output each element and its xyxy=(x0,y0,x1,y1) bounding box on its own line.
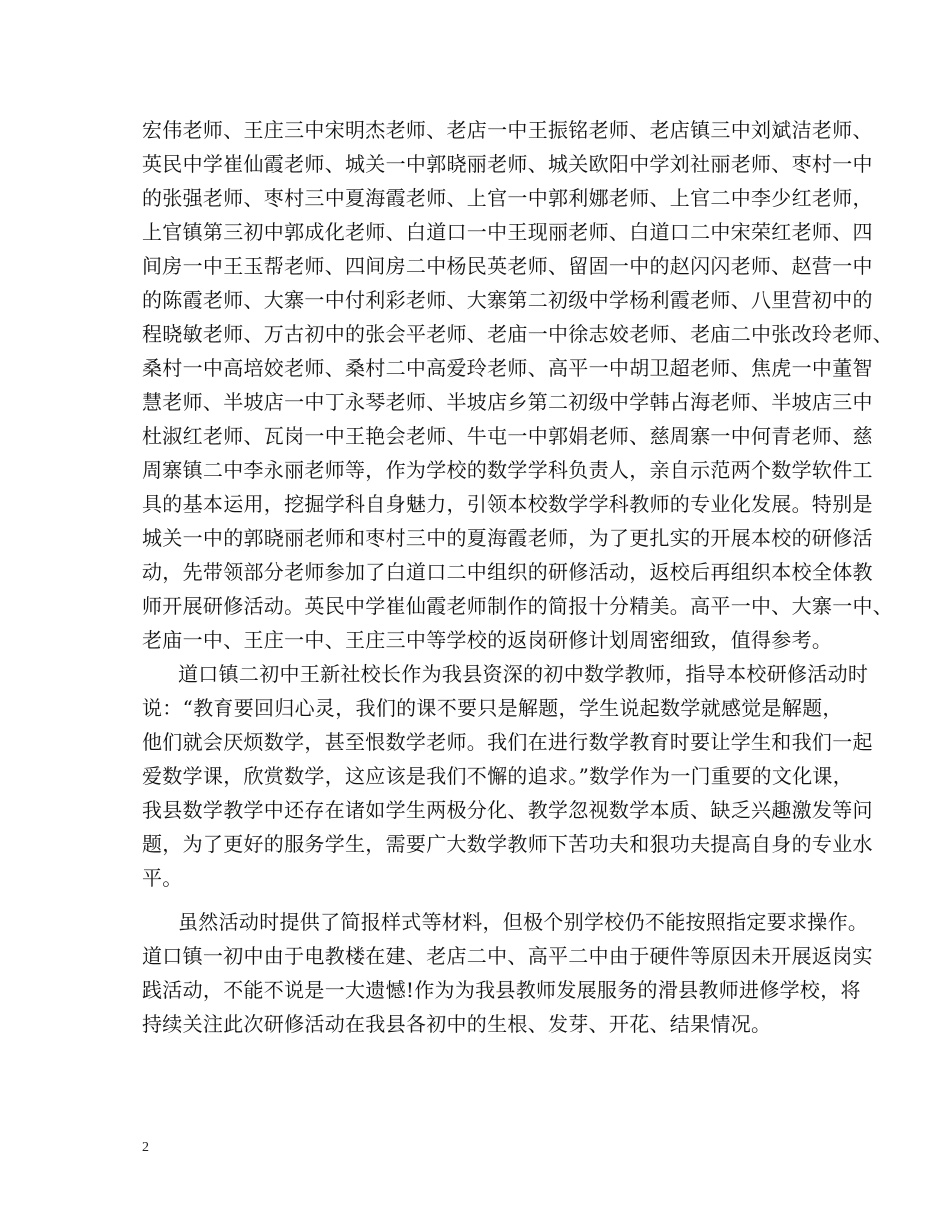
text-line: 践活动，不能不说是一大遗憾!作为为我县教师发展服务的滑县教师进修学校，将 xyxy=(142,978,861,1002)
text-line: 平。 xyxy=(142,866,183,890)
text-line: 慧老师、半坡店一中丁永琴老师、半坡店乡第二初级中学韩占海老师、半坡店三中 xyxy=(142,390,873,414)
text-line: 程晓敏老师、万古初中的张会平老师、老庙一中徐志姣老师、老庙二中张改玲老师、 xyxy=(142,322,894,346)
text-line: 爱数学课，欣赏数学，这应该是我们不懈的追求。”数学作为一门重要的文化课， xyxy=(142,764,854,788)
text-line: 题，为了更好的服务学生，需要广大数学教师下苦功夫和狠功夫提高自身的专业水 xyxy=(142,832,873,856)
page-number: 2 xyxy=(142,1140,149,1155)
text-line: 说：“教育要回归心灵，我们的课不要只是解题，学生说起数学就感觉是解题， xyxy=(142,696,843,720)
text-line: 动，先带领部分老师参加了白道口二中组织的研修活动，返校后再组织本校全体教 xyxy=(142,560,873,584)
text-line: 上官镇第三初中郭成化老师、白道口一中王现丽老师、白道口二中宋荣红老师、四 xyxy=(142,220,873,244)
text-line: 的陈霞老师、大寨一中付利彩老师、大寨第二初级中学杨利霞老师、八里营初中的 xyxy=(142,288,873,312)
text-line: 英民中学崔仙霞老师、城关一中郭晓丽老师、城关欧阳中学刘社丽老师、枣村一中 xyxy=(142,152,873,176)
text-line: 间房一中王玉帮老师、四间房二中杨民英老师、留固一中的赵闪闪老师、赵营一中 xyxy=(142,254,873,278)
text-line: 师开展研修活动。英民中学崔仙霞老师制作的简报十分精美。高平一中、大寨一中、 xyxy=(142,594,894,618)
text-line: 具的基本运用，挖掘学科自身魅力，引领本校数学学科教师的专业化发展。特别是 xyxy=(142,492,873,516)
text-line: 城关一中的郭晓丽老师和枣村三中的夏海霞老师，为了更扎实的开展本校的研修活 xyxy=(142,526,873,550)
text-line: 杜淑红老师、瓦岗一中王艳会老师、牛屯一中郭娟老师、慈周寨一中何青老师、慈 xyxy=(142,424,873,448)
text-line: 老庙一中、王庄一中、王庄三中等学校的返岗研修计划周密细致，值得参考。 xyxy=(142,628,833,652)
paragraph-start-line: 道口镇二初中王新社校长作为我县资深的初中数学教师，指导本校研修活动时 xyxy=(178,662,869,686)
text-line: 道口镇一初中由于电教楼在建、老店二中、高平二中由于硬件等原因未开展返岗实 xyxy=(142,944,873,968)
text-line: 的张强老师、枣村三中夏海霞老师、上官一中郭利娜老师、上官二中李少红老师， xyxy=(142,186,873,210)
paragraph-start-line: 虽然活动时提供了简报样式等材料，但极个别学校仍不能按照指定要求操作。 xyxy=(178,910,869,934)
text-line: 持续关注此次研修活动在我县各初中的生根、发芽、开花、结果情况。 xyxy=(142,1012,772,1036)
text-line: 我县数学教学中还存在诸如学生两极分化、教学忽视数学本质、缺乏兴趣激发等问 xyxy=(142,798,873,822)
text-line: 周寨镇二中李永丽老师等，作为学校的数学学科负责人，亲自示范两个数学软件工 xyxy=(142,458,873,482)
text-line: 他们就会厌烦数学，甚至恨数学老师。我们在进行数学教育时要让学生和我们一起 xyxy=(142,730,873,754)
text-line: 宏伟老师、王庄三中宋明杰老师、老店一中王振铭老师、老店镇三中刘斌洁老师、 xyxy=(142,118,873,142)
text-line: 桑村一中高培姣老师、桑村二中高爱玲老师、高平一中胡卫超老师、焦虎一中董智 xyxy=(142,356,873,380)
